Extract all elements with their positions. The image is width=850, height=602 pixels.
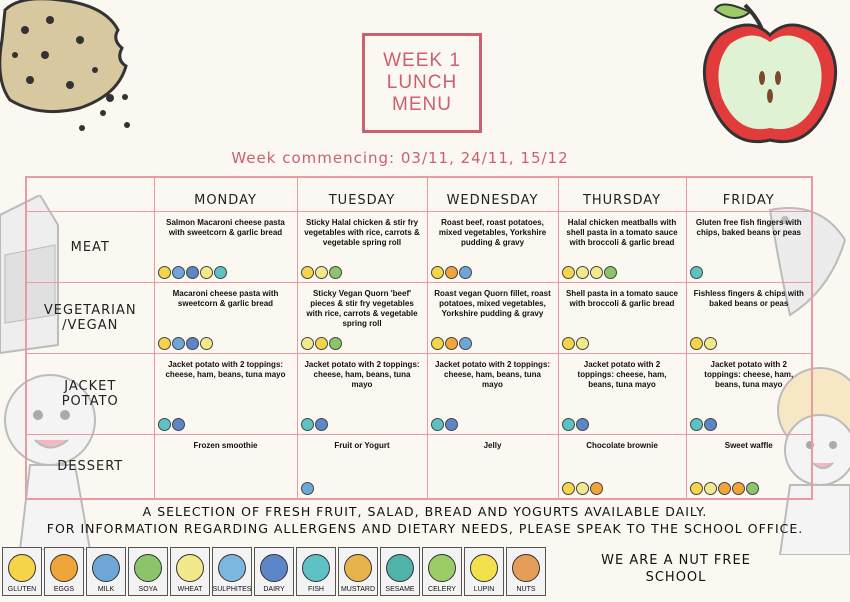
lupin-icon [470,554,498,582]
menu-cell [686,354,812,435]
eggs-icon [590,482,603,495]
legend-label: EGGS [53,586,75,593]
dairy-icon [172,418,185,431]
footer-line-2: FOR INFORMATION REGARDING ALLERGENS AND DIETARY NEEDS, PLEASE SPEAK TO THE SCHOOL OFFICE. [46,521,804,536]
gluten-icon [301,266,314,279]
allergen-icons [690,482,759,495]
dish-description: Jacket potato with 2 toppings: cheese, ham, beans, tuna mayo [704,360,794,389]
legend-item [506,547,546,596]
fish-icon [690,418,703,431]
legend-item [296,547,336,596]
dish-description: Jacket potato with 2 toppings: cheese, ham, beans, tuna mayo [434,360,551,389]
dairy-icon [186,337,199,350]
row-label-line-1: DESSERT [57,459,124,474]
menu-table [25,176,813,500]
allergen-icons [690,266,703,279]
allergen-icons [431,266,472,279]
menu-cell [297,354,427,435]
milk-icon [301,482,314,495]
allergen-icons [562,337,589,350]
legend-label: MUSTARD [340,586,376,593]
fish-icon [562,418,575,431]
legend-item [422,547,462,596]
allergen-icons [431,337,472,350]
nut-free-line-2: SCHOOL [645,570,707,585]
gluten-icon [315,337,328,350]
menu-cell [686,283,812,354]
dish-description: Macaroni cheese pasta with sweetcorn & garlic bread [172,289,279,308]
dairy-icon [704,418,717,431]
menu-cell [558,283,686,354]
fish-icon [158,418,171,431]
sulphites-icon [218,554,246,582]
gluten-icon [8,554,36,582]
footer-notice [0,503,850,537]
legend-label: NUTS [516,586,536,593]
row-label [26,354,154,435]
menu-cell [297,283,427,354]
dish-description: Sweet waffle [724,441,773,450]
wheat-icon [176,554,204,582]
legend-item [128,547,168,596]
legend-item [338,547,378,596]
gluten-icon [158,337,171,350]
row-label-line-2: /VEGAN [62,318,119,333]
title-line-2: LUNCH [386,72,458,93]
wheat-icon [301,337,314,350]
legend-label: DAIRY [263,586,285,593]
wheat-icon [200,266,213,279]
cookie-illustration [0,0,140,140]
legend-item [44,547,84,596]
soya-icon [134,554,162,582]
allergen-icons [301,482,314,495]
day-header: TUESDAY [297,177,427,212]
day-header-row [26,177,812,212]
nut-free-notice [586,552,766,586]
menu-cell [154,283,297,354]
menu-cell [154,354,297,435]
dairy-icon [445,418,458,431]
fish-icon [214,266,227,279]
celery-icon [428,554,456,582]
legend-label: CELERY [428,586,456,593]
fish-icon [690,266,703,279]
allergen-icons [301,337,342,350]
milk-icon [172,266,185,279]
dish-description: Salmon Macaroni cheese pasta with sweetcorn & garlic bread [166,218,285,237]
allergen-icons [690,337,717,350]
allergen-icons [301,266,342,279]
legend-label: GLUTEN [7,586,37,593]
meal-row [26,354,812,435]
corner-cell [26,177,154,212]
legend-label: FISH [308,586,324,593]
mustard-icon [344,554,372,582]
dairy-icon [315,418,328,431]
dish-description: Fruit or Yogurt [334,441,390,450]
menu-cell [686,435,812,500]
legend-item [170,547,210,596]
legend-label: SESAME [385,586,415,593]
gluten-icon [562,337,575,350]
row-label-line-2: POTATO [61,394,119,409]
legend-label: MILK [97,586,115,593]
nut-free-line-1: WE ARE A NUT FREE [601,553,751,568]
allergen-icons [158,418,185,431]
dish-description: Chocolate brownie [586,441,658,450]
apple-illustration [690,0,850,160]
soya-icon [746,482,759,495]
allergen-icons [301,418,328,431]
gluten-icon [431,337,444,350]
menu-cell [297,212,427,283]
dish-description: Shell pasta in a tomato sauce with broccoli & garlic bread [565,289,679,308]
dish-description: Gluten free fish fingers with chips, baked beans or peas [695,218,802,237]
menu-cell [427,283,558,354]
fish-icon [302,554,330,582]
legend-item [254,547,294,596]
legend-label: SOYA [138,586,158,593]
dish-description: Jacket potato with 2 toppings: cheese, ham, beans, tuna mayo [304,360,420,389]
dish-description: Roast vegan Quorn fillet, roast potatoes, mixed vegetables, Yorkshire pudding & gravy [434,289,551,318]
dairy-icon [260,554,288,582]
legend-label: LUPIN [473,586,495,593]
dairy-icon [186,266,199,279]
week-commencing: Week commencing: 03/11, 24/11, 15/12 [231,149,569,167]
menu-cell [427,435,558,500]
eggs-icon [732,482,745,495]
footer-line-1: A SELECTION OF FRESH FRUIT, SALAD, BREAD AND YOGURTS AVAILABLE DAILY. [142,504,708,519]
legend-label: WHEAT [177,586,203,593]
allergen-icons [562,482,603,495]
menu-cell [297,435,427,500]
wheat-icon [704,337,717,350]
wheat-icon [590,266,603,279]
menu-cell [154,435,297,500]
day-header: FRIDAY [686,177,812,212]
dish-description: Frozen smoothie [193,441,258,450]
dish-description: Jacket potato with 2 toppings: cheese, ham, beans, tuna mayo [165,360,286,379]
gluten-icon [562,266,575,279]
gluten-icon [690,482,703,495]
fish-icon [431,418,444,431]
menu-cell [558,354,686,435]
milk-icon [92,554,120,582]
menu-title-box [362,33,482,133]
eggs-icon [445,266,458,279]
allergen-icons [431,418,458,431]
dish-description: Jelly [483,441,502,450]
gluten-icon [562,482,575,495]
meal-row [26,435,812,500]
row-label [26,435,154,500]
meal-row [26,212,812,283]
milk-icon [172,337,185,350]
eggs-icon [445,337,458,350]
milk-icon [459,266,472,279]
gluten-icon [690,337,703,350]
eggs-icon [718,482,731,495]
legend-item [380,547,420,596]
day-header: WEDNESDAY [427,177,558,212]
row-label-line-1: VEGETARIAN [43,303,137,318]
title-line-1: WEEK 1 [383,50,461,71]
allergen-icons [562,418,589,431]
title-line-3: MENU [392,94,452,115]
fish-icon [301,418,314,431]
dish-description: Sticky Halal chicken & stir fry vegetables with rice, carrots & vegetable spring roll [304,218,420,247]
allergen-legend [2,547,546,596]
legend-item [86,547,126,596]
dish-description: Roast beef, roast potatoes, mixed vegetables, Yorkshire pudding & gravy [438,218,547,247]
row-label [26,283,154,354]
wheat-icon [576,337,589,350]
wheat-icon [576,482,589,495]
menu-cell [558,212,686,283]
allergen-icons [158,337,213,350]
legend-item [464,547,504,596]
legend-item [212,547,252,596]
soya-icon [329,337,342,350]
eggs-icon [50,554,78,582]
wheat-icon [315,266,328,279]
milk-icon [459,337,472,350]
allergen-icons [690,418,717,431]
day-header: MONDAY [154,177,297,212]
meal-row [26,283,812,354]
menu-cell [427,212,558,283]
dish-description: Halal chicken meatballs with shell pasta in a tomato sauce with broccoli & garlic bread [566,218,678,247]
row-label-line-1: MEAT [70,239,110,255]
dish-description: Jacket potato with 2 toppings: cheese, ham, beans, tuna mayo [577,360,667,389]
wheat-icon [576,266,589,279]
dish-description: Sticky Vegan Quorn 'beef' pieces & stir fry vegetables with rice, carrots & vegetable spring roll [306,289,418,328]
legend-label: SULPHITES [212,586,252,593]
soya-icon [329,266,342,279]
menu-cell [154,212,297,283]
dish-description: Fishless fingers & chips with baked beans or peas [693,289,804,308]
menu-cell [427,354,558,435]
allergen-icons [158,266,227,279]
day-header: THURSDAY [558,177,686,212]
wheat-icon [200,337,213,350]
legend-item [2,547,42,596]
allergen-icons [562,266,617,279]
gluten-icon [158,266,171,279]
soya-icon [604,266,617,279]
gluten-icon [431,266,444,279]
row-label-line-1: JACKET [64,379,117,394]
dairy-icon [576,418,589,431]
nuts-icon [512,554,540,582]
wheat-icon [704,482,717,495]
sesame-icon [386,554,414,582]
row-label [26,212,154,283]
menu-cell [686,212,812,283]
menu-cell [558,435,686,500]
